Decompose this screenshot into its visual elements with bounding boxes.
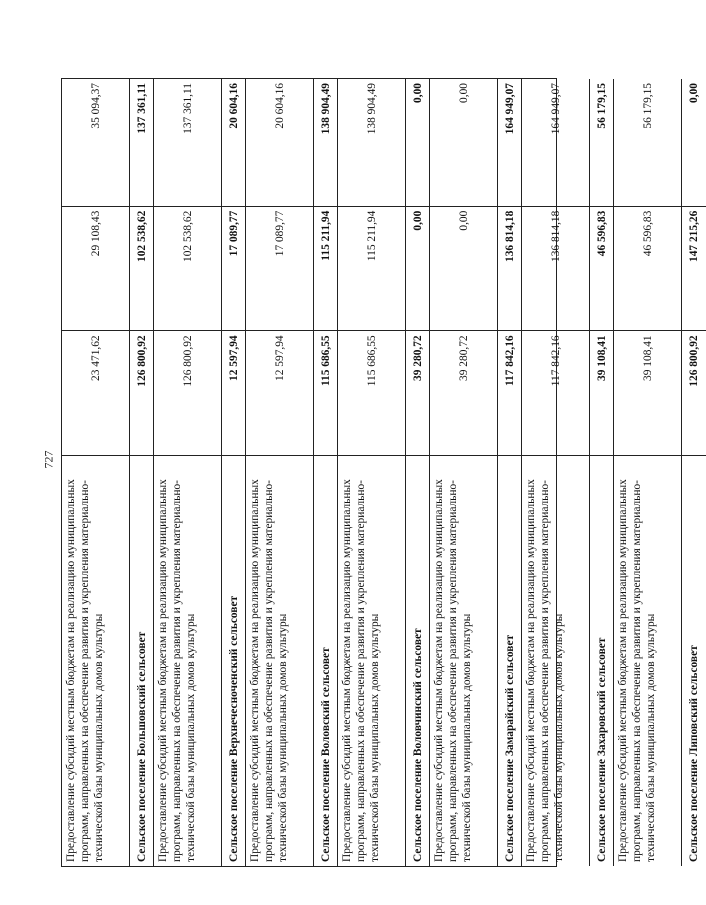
table-row <box>154 79 222 866</box>
row-value-1: 39 108,41 <box>590 330 613 455</box>
table-row <box>614 79 682 866</box>
section-title: Сельское поселение Воловчинский сельсовет <box>406 455 429 866</box>
row-description: Предоставление субсидий местным бюджетам на реализацию муниципальных программ, направленных на обеспечение развития и укрепления материально-технической базы муниципальных домов культуры <box>62 455 129 866</box>
row-value-2: 147 215,26 <box>682 206 706 331</box>
section-title: Сельское поселение Верхнечесноченский сельсовет <box>222 455 245 866</box>
section-title: Сельское поселение Воловский сельсовет <box>314 455 337 866</box>
row-value-3: 35 094,37 <box>89 83 102 129</box>
row-value-1: 39 280,72 <box>406 330 429 455</box>
budget-table <box>61 78 700 867</box>
row-description: Предоставление субсидий местным бюджетам на реализацию муниципальных программ, направленных на обеспечение развития и укрепления материально-технической базы муниципальных домов культуры <box>430 455 497 866</box>
row-value-1: 126 800,92 <box>130 330 153 455</box>
row-value-3: 0,00 <box>411 83 424 103</box>
row-description: Предоставление субсидий местным бюджетам на реализацию муниципальных программ, направленных на обеспечение развития и укрепления материально-технической базы муниципальных домов культуры <box>154 455 221 866</box>
row-value-3: 56 179,15 <box>641 83 654 129</box>
row-value-1: 115 686,55 <box>314 330 337 455</box>
table-row-section <box>406 79 430 866</box>
row-value-2: 115 211,94 <box>338 206 405 331</box>
table-row-section <box>314 79 338 866</box>
row-value-2: 17 089,77 <box>222 206 245 331</box>
section-title: Сельское поселение Захаровский сельсовет <box>590 455 613 866</box>
row-value-1: 23 471,62 <box>62 330 129 455</box>
rotated-page <box>61 78 700 867</box>
table-row <box>430 79 498 866</box>
row-value-2: 46 596,83 <box>614 206 681 331</box>
row-value-1: 117 842,16 <box>498 330 521 455</box>
row-value-3: 138 904,49 <box>365 83 378 135</box>
row-value-2: 17 089,77 <box>246 206 313 331</box>
row-value-2: 136 814,18 <box>498 206 521 331</box>
table-row <box>246 79 314 866</box>
row-value-2: 0,00 <box>406 206 429 331</box>
row-value-1: 126 800,92 <box>154 330 221 455</box>
row-value-1: 39 108,41 <box>614 330 681 455</box>
row-value-3: 138 904,49 <box>319 83 332 135</box>
row-value-1: 115 686,55 <box>338 330 405 455</box>
row-value-2: 102 538,62 <box>130 206 153 331</box>
table-row-section <box>498 79 522 866</box>
row-value-2: 46 596,83 <box>590 206 613 331</box>
page-number: 727 <box>41 450 56 469</box>
row-value-2: 102 538,62 <box>154 206 221 331</box>
row-value-2: 29 108,43 <box>62 206 129 331</box>
row-value-1: 12 597,94 <box>246 330 313 455</box>
row-value-3: 137 361,11 <box>181 83 194 134</box>
table-row <box>522 79 590 866</box>
row-value-1: 12 597,94 <box>222 330 245 455</box>
row-value-3: 164 949,07 <box>549 83 562 135</box>
row-value-1: 117 842,16 <box>522 330 589 455</box>
row-value-1: 39 280,72 <box>430 330 497 455</box>
section-title: Сельское поселение Липовский сельсовет <box>682 455 706 866</box>
row-description: Предоставление субсидий местным бюджетам на реализацию муниципальных программ, направленных на обеспечение развития и укрепления материально-технической базы муниципальных домов культуры <box>614 455 681 866</box>
row-description: Предоставление субсидий местным бюджетам на реализацию муниципальных программ, направленных на обеспечение развития и укрепления материально-технической базы муниципальных домов культуры <box>338 455 405 866</box>
row-value-3: 56 179,15 <box>595 83 608 129</box>
table-row-section <box>130 79 154 866</box>
row-value-3: 20 604,16 <box>227 83 240 129</box>
row-value-2: 136 814,18 <box>522 206 589 331</box>
table-row <box>62 79 130 866</box>
section-title: Сельское поселение Замарайский сельсовет <box>498 455 521 866</box>
row-value-3: 0,00 <box>688 83 700 103</box>
table-row-section <box>590 79 614 866</box>
row-value-3: 164 949,07 <box>503 83 516 135</box>
row-value-3: 0,00 <box>457 83 470 103</box>
row-description: Предоставление субсидий местным бюджетам на реализацию муниципальных программ, направленных на обеспечение развития и укрепления материально-технической базы муниципальных домов культуры <box>246 455 313 866</box>
row-description: Предоставление субсидий местным бюджетам на реализацию муниципальных программ, направленных на обеспечение развития и укрепления материально-технической базы муниципальных домов культуры <box>522 455 589 866</box>
section-title: Сельское поселение Большовский сельсовет <box>130 455 153 866</box>
row-value-3: 137 361,11 <box>135 83 148 134</box>
row-value-1: 126 800,92 <box>682 330 706 455</box>
row-value-2: 0,00 <box>430 206 497 331</box>
row-value-2: 115 211,94 <box>314 206 337 331</box>
row-value-3: 20 604,16 <box>273 83 286 129</box>
table-row-section <box>222 79 246 866</box>
table-row-section <box>682 79 706 866</box>
table-row <box>338 79 406 866</box>
